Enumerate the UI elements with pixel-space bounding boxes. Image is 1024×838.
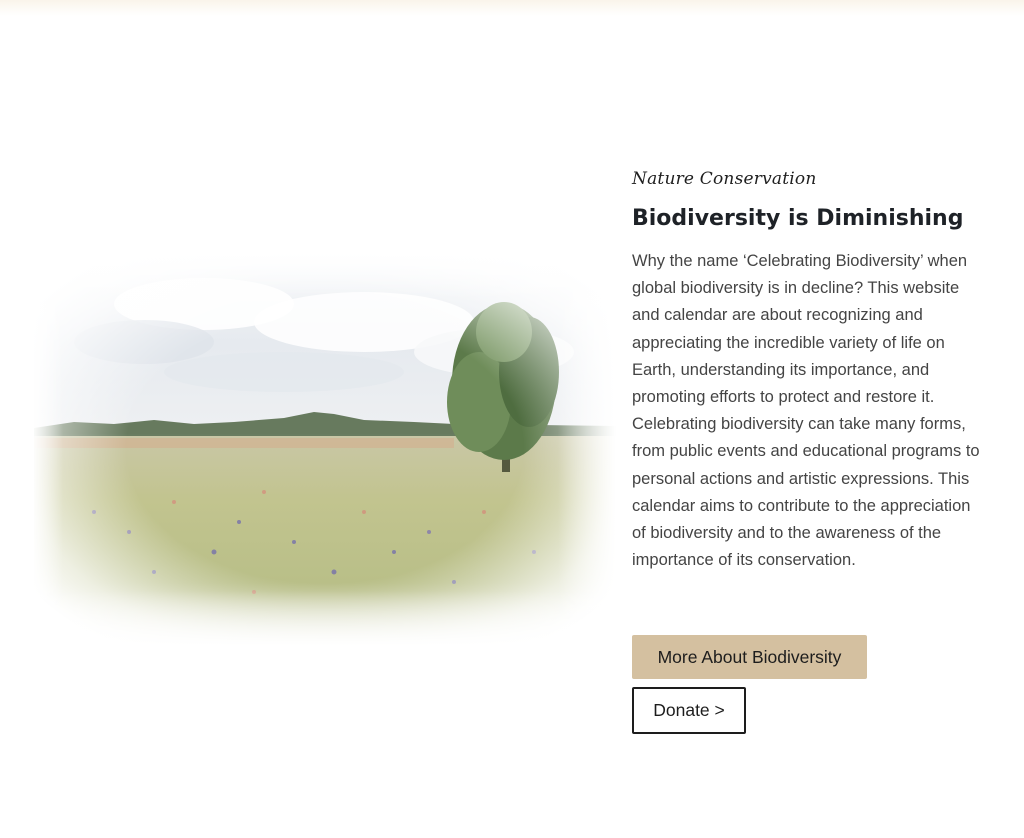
content-column [632, 166, 992, 720]
section-body-text: Why the name ‘Celebrating Biodiversity’ when global biodiversity is in decline? This website and calendar are about recognizing and appreciating the incredible variety of life on Earth, understanding its importance, and promoting efforts to protect and restore it. Celebrating biodiversity can take many forms, from public events and educational programs to personal actions and artistic expressions. This calendar aims to contribute to the appreciation of biodiversity and to the awareness of the importance of its conservation. [632, 252, 980, 570]
meadow-landscape-image [34, 252, 616, 646]
more-about-biodiversity-button[interactable]: More About Biodiversity [632, 635, 867, 679]
section-title: Biodiversity is Diminishing [632, 206, 964, 231]
section-eyebrow: Nature Conservation [632, 169, 817, 189]
donate-button[interactable]: Donate > [632, 687, 746, 734]
top-header-band [0, 0, 1024, 16]
